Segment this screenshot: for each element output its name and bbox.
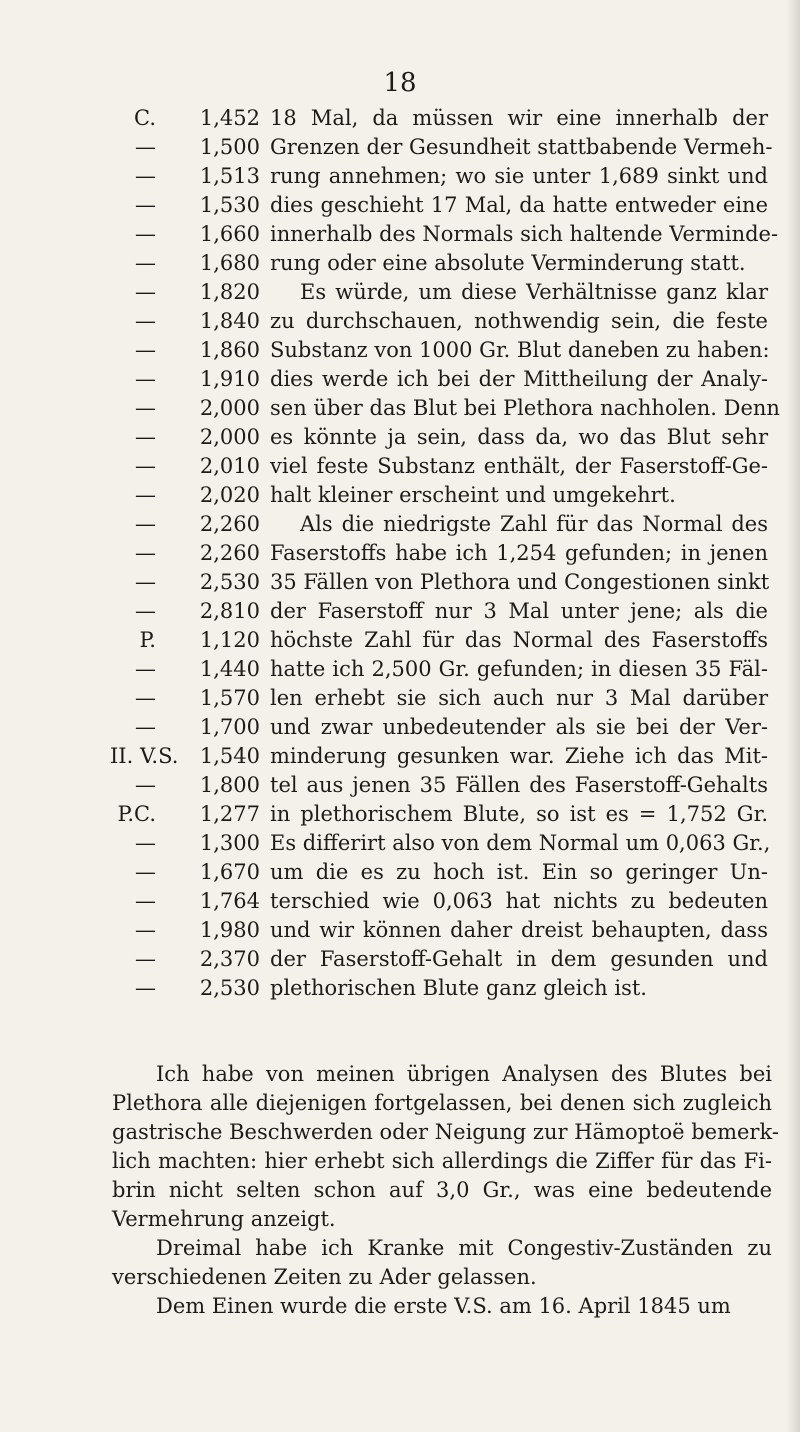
table-row (110, 829, 268, 858)
table-row (110, 713, 268, 742)
row-value: 2,530 (199, 976, 260, 1000)
table-row (110, 742, 268, 771)
table-row (110, 452, 268, 481)
text-line: zu durchschauen, nothwendig sein, die feste (270, 309, 768, 333)
text-line: verschiedenen Zeiten zu Ader gelassen. (112, 1265, 537, 1289)
row-value: 1,120 (199, 628, 260, 652)
table-row (110, 771, 268, 800)
row-label: — (135, 657, 156, 681)
page-edge-shadow (786, 0, 800, 1432)
table-row (110, 974, 268, 1003)
row-value: 1,764 (199, 889, 260, 913)
row-value: 2,000 (199, 425, 260, 449)
text-line: es könnte ja sein, dass da, wo das Blut sehr (270, 425, 768, 449)
row-value: 1,910 (199, 367, 260, 391)
text-line: höchste Zahl für das Normal des Faserstoffs (270, 628, 768, 652)
text-line: in plethorischem Blute, so ist es = 1,752 Gr. (270, 802, 768, 826)
row-label: C. (134, 106, 156, 130)
table-row (110, 133, 268, 162)
text-line: und zwar unbedeutender als sie bei der Ver- (270, 715, 768, 739)
text-line: Dreimal habe ich Kranke mit Congestiv-Zuständen zu (156, 1236, 772, 1260)
table-row (110, 568, 268, 597)
row-value: 1,570 (199, 686, 260, 710)
row-value: 1,660 (199, 222, 260, 246)
text-line: plethorischen Blute ganz gleich ist. (270, 976, 647, 1000)
row-value: 1,300 (199, 831, 260, 855)
text-line: Faserstoffs habe ich 1,254 gefunden; in jenen (270, 541, 768, 565)
text-line: len erhebt sie sich auch nur 3 Mal darüber (270, 686, 768, 710)
text-line: rung oder eine absolute Verminderung statt. (270, 251, 746, 275)
text-line: der Faserstoff nur 3 Mal unter jene; als die (270, 599, 768, 623)
text-line: hatte ich 2,500 Gr. gefunden; in diesen 35 Fäl- (270, 657, 768, 681)
row-value: 2,020 (199, 483, 260, 507)
table-row (110, 800, 268, 829)
row-label: — (135, 889, 156, 913)
row-label: II. V.S. (110, 744, 179, 768)
row-label: — (135, 541, 156, 565)
text-line: Dem Einen wurde die erste V.S. am 16. April 1845 um (156, 1294, 731, 1318)
table-row (110, 278, 268, 307)
text-line: lich machten: hier erhebt sich allerdings die Ziffer für das Fi- (112, 1149, 772, 1173)
text-line: halt kleiner erscheint und umgekehrt. (270, 483, 676, 507)
table-row (110, 249, 268, 278)
row-value: 1,840 (199, 309, 260, 333)
text-line: 35 Fällen von Plethora und Congestionen sinkt (270, 570, 770, 594)
row-value: 2,000 (199, 396, 260, 420)
text-line: terschied wie 0,063 hat nichts zu bedeuten (270, 889, 768, 913)
row-label: — (135, 454, 156, 478)
numeric-table (110, 104, 268, 1003)
text-line: Plethora alle diejenigen fortgelassen, bei denen sich zugleich (112, 1091, 772, 1115)
row-label: — (135, 860, 156, 884)
row-label: — (135, 570, 156, 594)
text-line: der Faserstoff-Gehalt in dem gesunden und (270, 947, 768, 971)
row-value: 2,810 (199, 599, 260, 623)
row-label: P. (139, 628, 156, 652)
text-line: Als die niedrigste Zahl für das Normal des (300, 512, 768, 536)
text-line: gastrische Beschwerden oder Neigung zur Hämoptoë bemerk- (112, 1120, 779, 1144)
row-value: 2,010 (199, 454, 260, 478)
table-row (110, 162, 268, 191)
row-value: 1,820 (199, 280, 260, 304)
table-row (110, 655, 268, 684)
text-line: rung annehmen; wo sie unter 1,689 sinkt und (270, 164, 768, 188)
row-value: 1,670 (199, 860, 260, 884)
table-row (110, 423, 268, 452)
text-line: dies werde ich bei der Mittheilung der Analy- (270, 367, 768, 391)
text-line: minderung gesunken war. Ziehe ich das Mit- (270, 744, 768, 768)
table-row (110, 684, 268, 713)
row-value: 1,277 (199, 802, 260, 826)
row-label: P.C. (117, 802, 156, 826)
row-value: 1,513 (199, 164, 260, 188)
table-row (110, 365, 268, 394)
text-line: innerhalb des Normals sich haltende Verminde- (270, 222, 779, 246)
text-line: um die es zu hoch ist. Ein so geringer Un- (270, 860, 768, 884)
full-width-text (112, 1060, 779, 1321)
row-label: — (135, 193, 156, 217)
row-label: — (135, 686, 156, 710)
row-label: — (135, 309, 156, 333)
row-label: — (135, 831, 156, 855)
row-value: 2,370 (199, 947, 260, 971)
row-value: 2,260 (199, 512, 260, 536)
text-line: dies geschieht 17 Mal, da hatte entweder eine (270, 193, 768, 217)
row-value: 2,260 (199, 541, 260, 565)
row-value: 1,700 (199, 715, 260, 739)
table-row (110, 191, 268, 220)
row-label: — (135, 367, 156, 391)
row-value: 1,980 (199, 918, 260, 942)
text-line: und wir können daher dreist behaupten, dass (270, 918, 768, 942)
row-value: 2,530 (199, 570, 260, 594)
table-row (110, 104, 268, 133)
table-row (110, 945, 268, 974)
text-line: brin nicht selten schon auf 3,0 Gr., was eine bedeutende (112, 1178, 772, 1202)
text-line: Ich habe von meinen übrigen Analysen des Blutes bei (156, 1062, 772, 1086)
table-row (110, 858, 268, 887)
row-label: — (135, 222, 156, 246)
row-value: 1,540 (199, 744, 260, 768)
row-label: — (135, 338, 156, 362)
table-row (110, 916, 268, 945)
table-row (110, 539, 268, 568)
row-value: 1,500 (199, 135, 260, 159)
row-label: — (135, 512, 156, 536)
right-column-text (270, 104, 780, 1003)
text-line: viel feste Substanz enthält, der Faserstoff-Ge- (270, 454, 768, 478)
table-row (110, 597, 268, 626)
row-label: — (135, 947, 156, 971)
row-label: — (135, 164, 156, 188)
text-line: Es differirt also von dem Normal um 0,063 Gr., (270, 831, 771, 855)
row-value: 1,680 (199, 251, 260, 275)
row-value: 1,530 (199, 193, 260, 217)
page-number: 18 (383, 68, 417, 98)
table-row (110, 336, 268, 365)
row-label: — (135, 280, 156, 304)
text-line: Vermehrung anzeigt. (112, 1207, 336, 1231)
table-row (110, 887, 268, 916)
row-label: — (135, 396, 156, 420)
row-value: 1,440 (199, 657, 260, 681)
text-line: Grenzen der Gesundheit stattbabende Vermeh- (270, 135, 773, 159)
text-line: Substanz von 1000 Gr. Blut daneben zu haben: (270, 338, 770, 362)
row-label: — (135, 599, 156, 623)
row-value: 1,452 (199, 106, 260, 130)
row-label: — (135, 425, 156, 449)
row-label: — (135, 976, 156, 1000)
row-label: — (135, 773, 156, 797)
table-row (110, 626, 268, 655)
text-line: tel aus jenen 35 Fällen des Faserstoff-Gehalts (270, 773, 768, 797)
table-row (110, 307, 268, 336)
table-row (110, 394, 268, 423)
text-line: sen über das Blut bei Plethora nachholen. Denn (270, 396, 780, 420)
row-label: — (135, 135, 156, 159)
row-label: — (135, 483, 156, 507)
table-row (110, 510, 268, 539)
text-line: 18 Mal, da müssen wir eine innerhalb der (270, 106, 768, 130)
row-label: — (135, 715, 156, 739)
row-label: — (135, 918, 156, 942)
row-value: 1,800 (199, 773, 260, 797)
table-row (110, 220, 268, 249)
table-row (110, 481, 268, 510)
text-line: Es würde, um diese Verhältnisse ganz klar (300, 280, 768, 304)
row-value: 1,860 (199, 338, 260, 362)
row-label: — (135, 251, 156, 275)
